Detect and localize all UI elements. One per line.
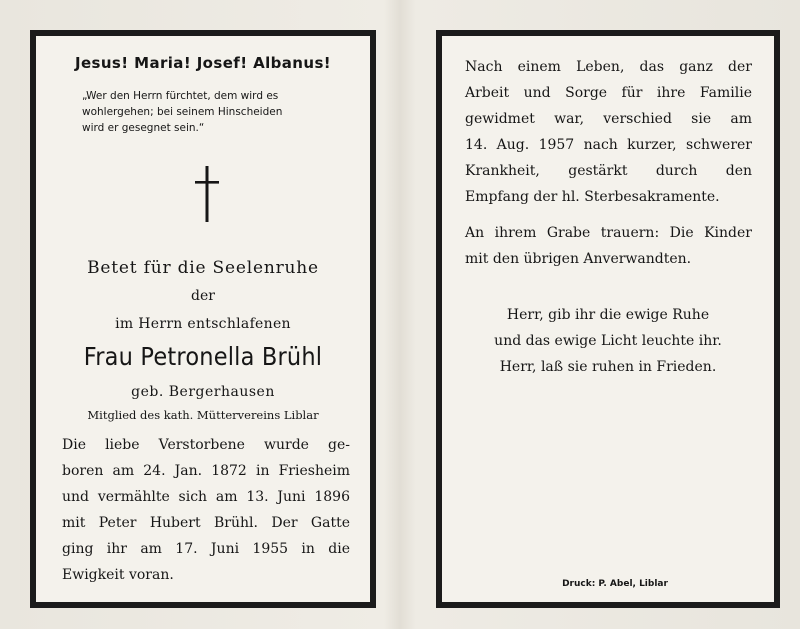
prayer-line: und das ewige Licht leuchte ihr. [494,333,722,349]
membership-line: Mitglied des kath. Müttervereins Liblar [87,408,319,422]
quote-line: „Wer den Herrn fürchtet, dem wird es [82,90,279,102]
paragraph-line: 14. Aug. 1957 nach kurzer, schwerer [465,137,752,153]
paragraph-line: Krankheit, gestärkt durch den [465,163,752,179]
biography-line: mit Peter Hubert Brühl. Der Gatte [62,515,350,531]
paragraph-line: mit den übrigen Anverwandten. [465,251,692,267]
quote-line: wohlergehen; bei seinem Hinscheiden [82,106,283,118]
paragraph-line: An ihrem Grabe trauern: Die Kinder [465,225,752,241]
maiden-name: geb. Bergerhausen [131,384,275,400]
bible-quote [82,88,352,136]
paragraph-line: Nach einem Leben, das ganz der [465,59,752,75]
entschlafenen-line: im Herrn entschlafenen [115,316,291,332]
left-page [30,30,376,608]
paragraph-line: Empfang der hl. Sterbesakramente. [465,189,720,205]
life-paragraph [465,54,752,210]
biography-line: ging ihr am 17. Juni 1955 in die [62,541,350,557]
biography-line: Ewigkeit voran. [62,567,174,583]
printer-credit: Druck: P. Abel, Liblar [562,579,668,589]
paragraph-line: Arbeit und Sorge für ihre Familie [465,85,752,101]
deceased-name: Frau Petronella Brühl [83,342,323,371]
latin-cross-icon [195,166,219,222]
article-der: der [191,288,215,304]
paragraph-line: gewidmet war, verschied sie am [465,111,752,127]
prayer-line: Herr, gib ihr die ewige Ruhe [506,307,710,323]
invocation-header: Jesus! Maria! Josef! Albanus! [74,54,332,72]
mourners-paragraph [465,220,752,272]
closing-prayer [442,302,774,380]
biography [62,432,350,588]
biography-line: und vermählte sich am 13. Juni 1896 [62,489,350,505]
biography-line: boren am 24. Jan. 1872 in Friesheim [62,463,350,479]
biography-line: Die liebe Verstorbene wurde ge- [62,437,350,453]
prayer-line: Herr, laß sie ruhen in Frieden. [499,359,717,375]
prayer-heading: Betet für die Seelenruhe [87,258,319,278]
right-page [436,30,780,608]
quote-line: wird er gesegnet sein.“ [82,122,205,134]
